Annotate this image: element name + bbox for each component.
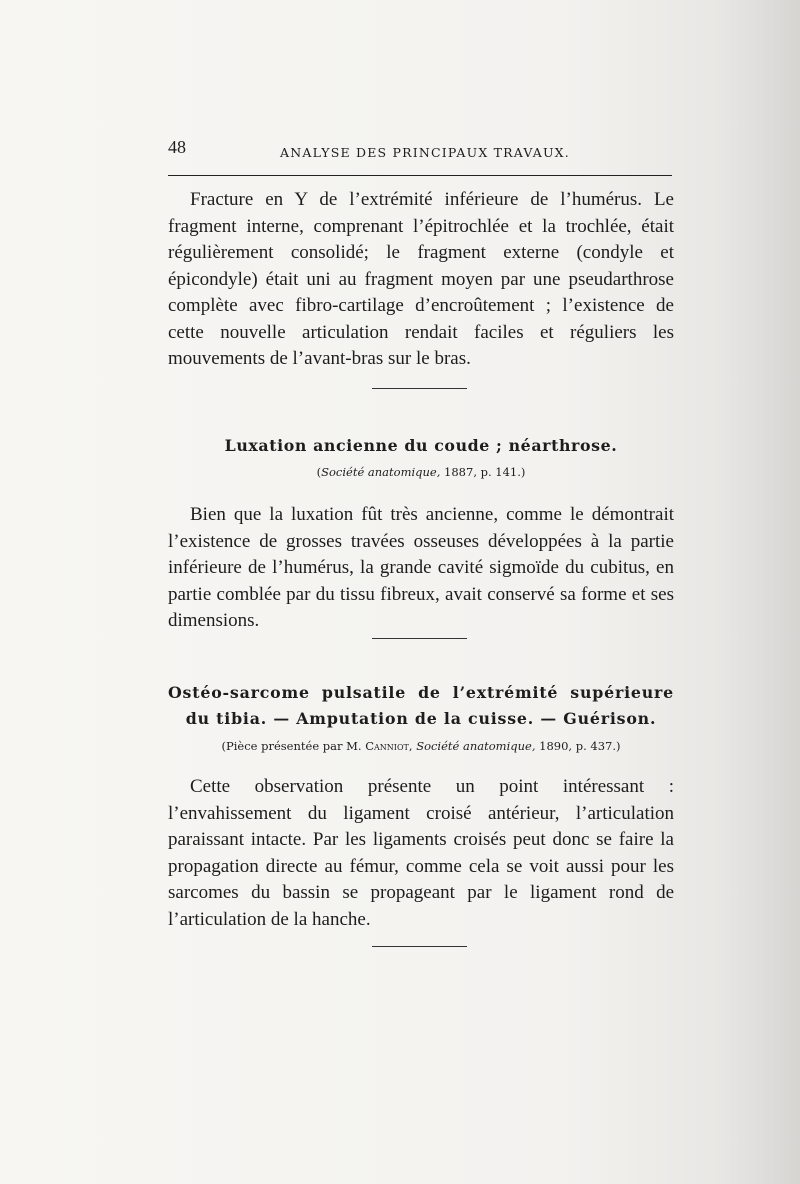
section-divider	[372, 946, 467, 947]
citation-luxation	[168, 465, 674, 479]
page-header	[168, 137, 672, 171]
paragraph-luxation: Bien que la luxation fût très ancienne, comme le démontrait l’existence de grosses travées osseuses développées à la partie inférieure de l’humérus, la grande cavité sigmoïde du cubitus, en partie comblée par du tissu fibreux, avait conservé sa forme et ses dimensions.	[168, 504, 674, 631]
citation-journal: Société anatomique,	[416, 739, 536, 753]
paragraph-osteosarcome: Cette observation présente un point intéressant : l’envahissement du ligament croisé antérieur, l’articulation paraissant intacte. Par les ligaments croisés peut donc se faire la propagation directe au fémur, comme cela se voit aussi pour les sarcomes du bassin se propageant par le ligament rond de l’articulation de la hanche.	[168, 776, 674, 930]
citation-open: (	[316, 465, 322, 479]
citation-details: 1890, p. 437.)	[535, 739, 621, 753]
section-divider	[372, 388, 467, 389]
citation-author: Canniot	[365, 739, 409, 753]
paragraph-humerus-fracture: Fracture en Y de l’extrémité inférieure de l’humérus. Le fragment interne, comprenant l’épitrochlée et la trochlée, était régulièrement consolidé; le fragment externe (condyle et épicondyle) était uni au fragment moyen par une pseudarthrose complète avec fibro-cartilage d’encroûtement ; l’existence de cette nouvelle articulation rendait faciles et réguliers les mouvements de l’avant-bras sur le bras.	[168, 189, 674, 369]
section-divider	[372, 638, 467, 639]
citation-details: 1887, p. 141.)	[440, 465, 526, 479]
citation-prefix: (Pièce présentée par M.	[221, 739, 366, 753]
running-title: ANALYSE DES PRINCIPAUX TRAVAUX.	[280, 145, 570, 160]
citation-journal: Société anatomique,	[321, 465, 441, 479]
page-number: 48	[168, 137, 186, 157]
section-title-osteosarcome: Ostéo-sarcome pulsatile de l’extrémité supérieure du tibia. — Amputation de la cuisse. — Guérison.	[168, 683, 674, 728]
section-title-luxation: Luxation ancienne du coude ; néarthrose.	[224, 436, 618, 455]
citation-osteosarcome	[168, 739, 674, 753]
header-rule	[168, 175, 672, 176]
citation-separator: ,	[408, 739, 417, 753]
